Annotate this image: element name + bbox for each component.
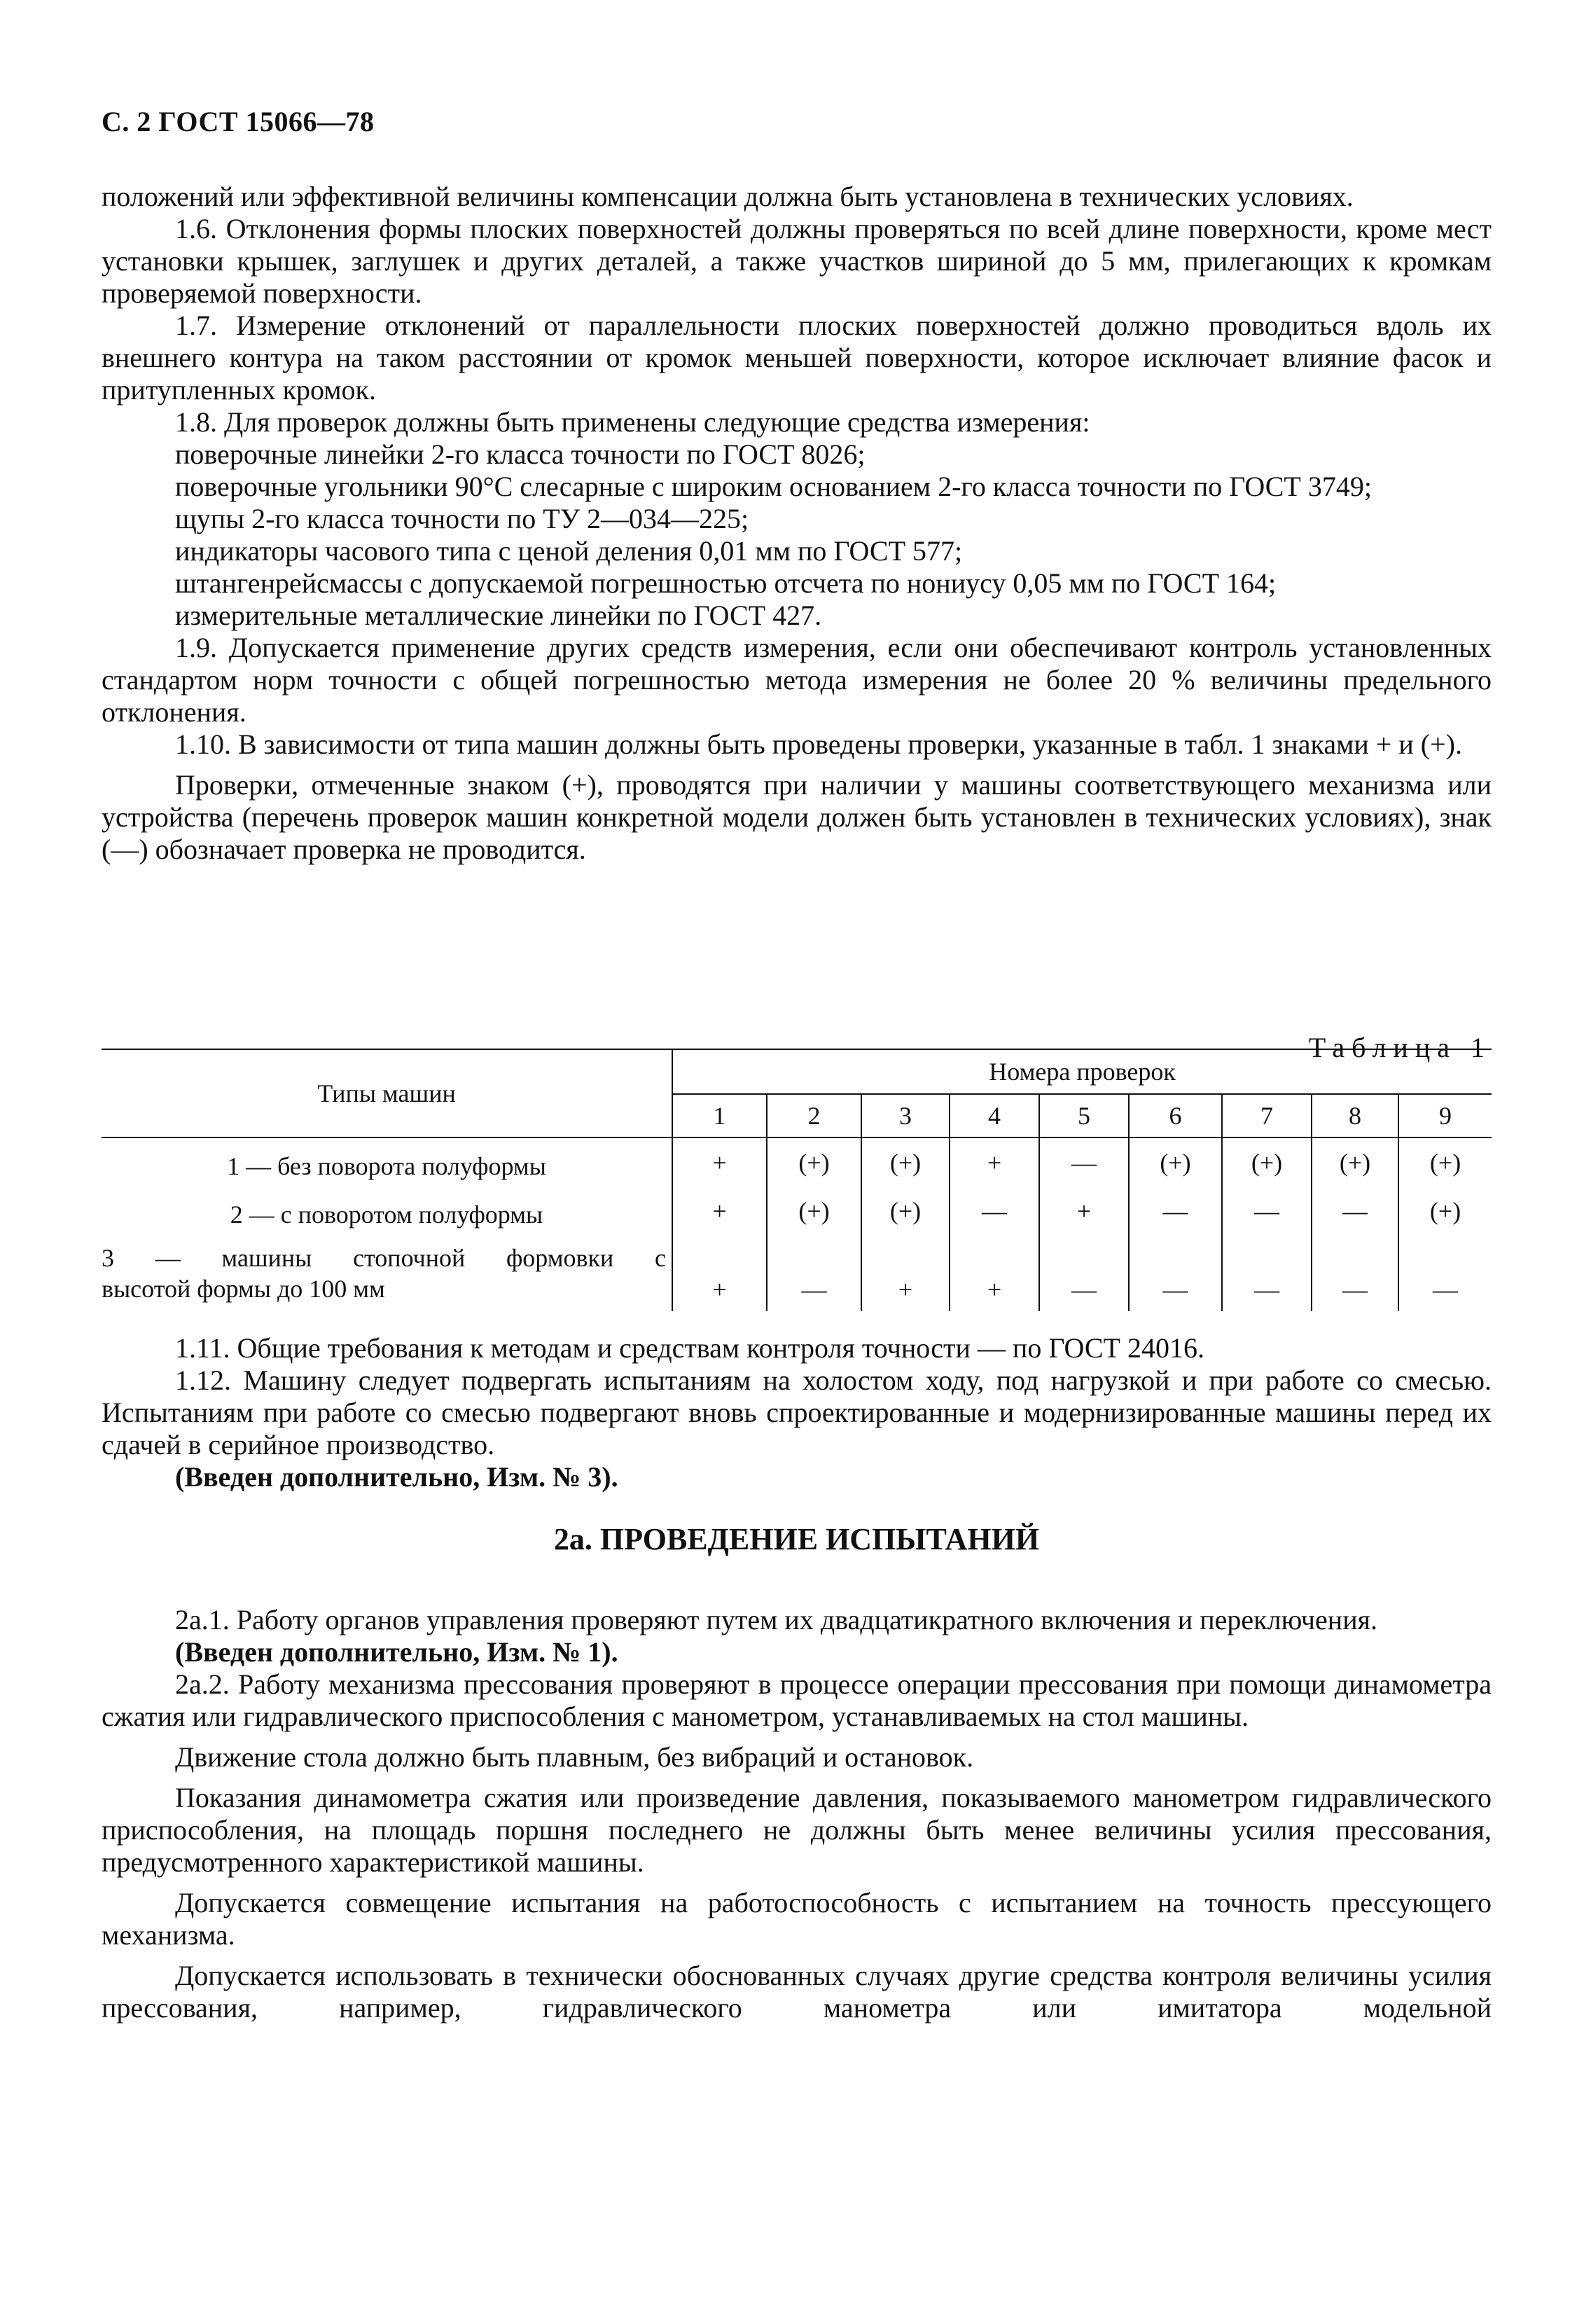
table-row bbox=[102, 1137, 1492, 1187]
paragraph: положений или эффективной величины компенсации должна быть установлена в технических условиях. bbox=[102, 181, 1354, 212]
table-cell: (+) bbox=[861, 1137, 950, 1187]
table-row bbox=[102, 1236, 1492, 1311]
table-cell: + bbox=[1039, 1187, 1129, 1236]
table-row bbox=[102, 1187, 1492, 1236]
paragraph-1-12: 1.12. Машину следует подвергать испытаниям на холостом ходу, под нагрузкой и при работе со смесью. Испытаниям при работе со смесью подвергают вновь спроектированные и модернизированные машины перед их сдачей в серийное производство. bbox=[102, 1364, 1492, 1460]
paragraph-checks-note: Проверки, отмеченные знаком (+), проводятся при наличии у машины соответствующего механизма или устройства (перечень проверок машин конкретной модели должен быть установлен в технических условиях), знак (—) обозначает проверка не проводится. bbox=[102, 769, 1492, 865]
row-label bbox=[102, 1236, 672, 1311]
row-label-line: высотой формы до 100 мм bbox=[102, 1275, 385, 1303]
text-block-middle bbox=[102, 1332, 1492, 1493]
paragraph-1-11: 1.11. Общие требования к методам и средствам контроля точности — по ГОСТ 24016. bbox=[175, 1332, 1204, 1364]
table-cell: + bbox=[672, 1236, 767, 1311]
section-title: 2а. ПРОВЕДЕНИЕ ИСПЫТАНИЙ bbox=[553, 1522, 1040, 1556]
table-cell: (+) bbox=[1222, 1137, 1312, 1187]
column-header: 5 bbox=[1039, 1094, 1129, 1137]
list-item-measuring-tool: поверочные угольники 90°С слесарные с широким основанием 2-го класса точности по ГОСТ 3749; bbox=[175, 471, 1372, 502]
list-item-measuring-tool: индикаторы часового типа с ценой деления 0,01 мм по ГОСТ 577; bbox=[175, 535, 963, 567]
column-header: 7 bbox=[1222, 1094, 1312, 1137]
paragraph: Движение стола должно быть плавным, без вибраций и остановок. bbox=[175, 1741, 974, 1773]
table-header-machine-types: Типы машин bbox=[102, 1049, 672, 1137]
row-label: 2 — с поворотом полуформы bbox=[230, 1201, 543, 1229]
table-cell: — bbox=[1222, 1187, 1312, 1236]
paragraph-1-9: 1.9. Допускается применение других средств измерения, если они обеспечивают контроль установленных стандартом норм точности с общей погрешностью метода измерения не более 20 % величины предельного отклонения. bbox=[102, 632, 1492, 728]
table-cell: + bbox=[672, 1187, 767, 1236]
paragraph: Допускается совмещение испытания на работоспособность с испытанием на точность прессующего механизма. bbox=[102, 1887, 1492, 1951]
table-cell: — bbox=[1398, 1236, 1492, 1311]
checks-table bbox=[102, 1049, 1492, 1311]
column-header: 6 bbox=[1129, 1094, 1222, 1137]
paragraph-2a-1: 2а.1. Работу органов управления проверяют путем их двадцатикратного включения и переключения. bbox=[175, 1604, 1377, 1635]
paragraph-2a-2: 2а.2. Работу механизма прессования проверяют в процессе операции прессования при помощи динамометра сжатия или гидравлического приспособления с манометром, устанавливаемых на стол машины. bbox=[102, 1668, 1492, 1732]
paragraph: Допускается использовать в технически обоснованных случаях другие средства контроля величины усилия прессования, например, гидравлического манометра или имитатора модельной bbox=[102, 1960, 1492, 2024]
text-block-top bbox=[102, 181, 1492, 866]
table-cell: (+) bbox=[1129, 1137, 1222, 1187]
column-header: 8 bbox=[1312, 1094, 1398, 1137]
table-cell: + bbox=[950, 1236, 1039, 1311]
column-header: 1 bbox=[672, 1094, 767, 1137]
table-cell: (+) bbox=[1398, 1137, 1492, 1187]
table-caption: Таблица 1 bbox=[1308, 1032, 1492, 1063]
amendment-note: (Введен дополнительно, Изм. № 3). bbox=[175, 1461, 618, 1493]
table-cell: — bbox=[767, 1236, 861, 1311]
paragraph-1-8: 1.8. Для проверок должны быть применены следующие средства измерения: bbox=[175, 406, 1090, 438]
page-header: С. 2 ГОСТ 15066—78 bbox=[102, 106, 375, 137]
column-header: 4 bbox=[950, 1094, 1039, 1137]
list-item-measuring-tool: измерительные металлические линейки по ГОСТ 427. bbox=[175, 600, 822, 631]
table-cell: — bbox=[1312, 1187, 1398, 1236]
table-cell: + bbox=[950, 1137, 1039, 1187]
row-label: 1 — без поворота полуформы bbox=[227, 1151, 546, 1180]
table-cell: — bbox=[1129, 1187, 1222, 1236]
table-cell: — bbox=[1222, 1236, 1312, 1311]
table-cell: — bbox=[1039, 1236, 1129, 1311]
table-header-check-numbers: Номера проверок bbox=[672, 1049, 1492, 1094]
table-cell: — bbox=[1129, 1236, 1222, 1311]
column-header: 2 bbox=[767, 1094, 861, 1137]
table-cell: (+) bbox=[1398, 1187, 1492, 1236]
paragraph: Показания динамометра сжатия или произведение давления, показываемого манометром гидравлического приспособления, на площадь поршня последнего не должны быть менее величины усилия прессования, предусмотренного характеристикой машины. bbox=[102, 1782, 1492, 1878]
table-cell: — bbox=[1312, 1236, 1398, 1311]
table-cell: (+) bbox=[767, 1137, 861, 1187]
paragraph-1-6: 1.6. Отклонения формы плоских поверхностей должны проверяться по всей длине поверхности, кроме мест установки крышек, заглушек и других деталей, а также участков шириной до 5 мм, прилегающих к кромкам проверяемой поверхности. bbox=[102, 213, 1492, 309]
table-cell: — bbox=[950, 1187, 1039, 1236]
table-cell: (+) bbox=[767, 1187, 861, 1236]
table-cell: (+) bbox=[861, 1187, 950, 1236]
table-cell: + bbox=[861, 1236, 950, 1311]
table-cell: — bbox=[1039, 1137, 1129, 1187]
table-cell: (+) bbox=[1312, 1137, 1398, 1187]
amendment-note: (Введен дополнительно, Изм. № 1). bbox=[175, 1636, 618, 1668]
paragraph-1-7: 1.7. Измерение отклонений от параллельности плоских поверхностей должно проводиться вдоль их внешнего контура на таком расстоянии от кромок меньшей поверхности, которое исключает влияние фасок и притупленных кромок. bbox=[102, 310, 1492, 406]
list-item-measuring-tool: щупы 2-го класса точности по ТУ 2—034—225; bbox=[175, 503, 749, 534]
table-cell: + bbox=[672, 1137, 767, 1187]
column-header: 3 bbox=[861, 1094, 950, 1137]
list-item-measuring-tool: штангенрейсмассы с допускаемой погрешностью отсчета по нониусу 0,05 мм по ГОСТ 164; bbox=[175, 567, 1277, 599]
list-item-measuring-tool: поверочные линейки 2-го класса точности по ГОСТ 8026; bbox=[175, 438, 866, 470]
row-label-line: 3 — машины стопочной формовки с bbox=[102, 1244, 666, 1272]
paragraph-1-10: 1.10. В зависимости от типа машин должны быть проведены проверки, указанные в табл. 1 знаками + и (+). bbox=[175, 728, 1462, 760]
column-header: 9 bbox=[1398, 1094, 1492, 1137]
text-block-bottom bbox=[102, 1604, 1492, 2024]
